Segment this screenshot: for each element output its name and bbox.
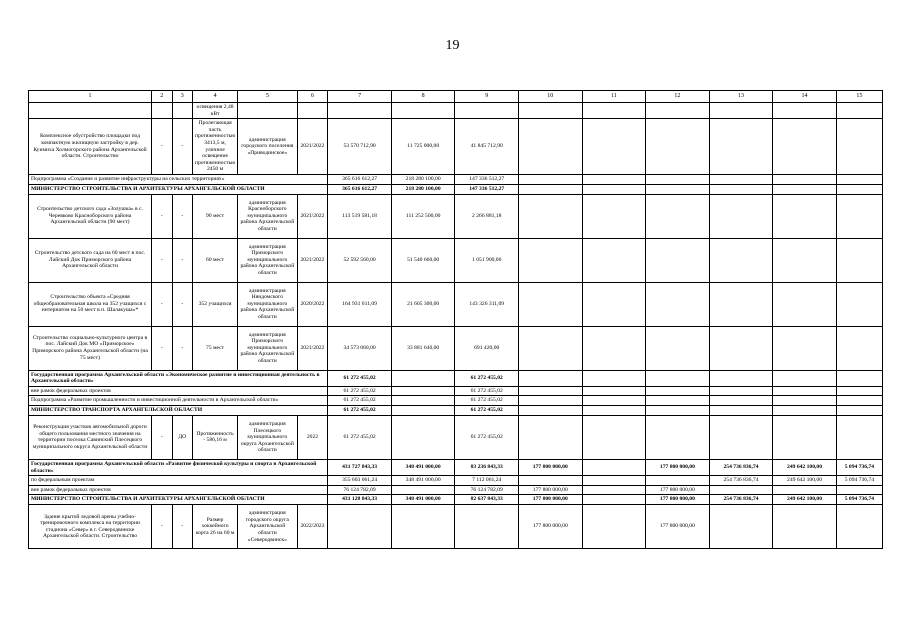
- cell-c3: -: [172, 282, 193, 326]
- cell-c14: [773, 238, 837, 282]
- cell-c14: [773, 184, 837, 194]
- cell-c8: 218 280 100,00: [391, 184, 455, 194]
- cell-c8: 348 491 000,00: [391, 476, 455, 486]
- cell-c6: 2021/2022: [297, 238, 328, 282]
- cell-c13: 254 736 836,74: [709, 495, 773, 505]
- cell-c15: [836, 396, 882, 406]
- cell-c8: 21 605 300,00: [391, 282, 455, 326]
- cell-c15: [836, 103, 882, 119]
- cell-c10: [519, 326, 583, 370]
- cell-c11: [582, 415, 646, 459]
- cell-c12: [646, 386, 710, 396]
- cell-c9: [455, 103, 519, 119]
- column-header: 1: [29, 91, 152, 103]
- cell-c12: [646, 174, 710, 184]
- table-row: [29, 396, 883, 406]
- cell-c4: 90 мест: [193, 194, 238, 238]
- cell-c11: [582, 194, 646, 238]
- cell-c14: [773, 103, 837, 119]
- cell-c7: 113 519 581,18: [328, 194, 392, 238]
- cell-c2: -: [152, 194, 173, 238]
- column-header: 7: [328, 91, 392, 103]
- cell-c12: [646, 370, 710, 386]
- cell-c11: [582, 103, 646, 119]
- cell-c7: 52 592 560,00: [328, 238, 392, 282]
- table-row: [29, 194, 883, 238]
- cell-c15: [836, 238, 882, 282]
- cell-c7: 431 128 843,33: [328, 495, 392, 505]
- cell-c7: 431 727 843,33: [328, 459, 392, 475]
- cell-c15: 5 094 736,74: [836, 476, 882, 486]
- cell-c15: [836, 405, 882, 415]
- cell-c13: [709, 174, 773, 184]
- cell-c15: [836, 505, 882, 549]
- cell-c12: [646, 326, 710, 370]
- cell-c8: 33 881 640,00: [391, 326, 455, 370]
- cell-c12: [646, 194, 710, 238]
- cell-c4: 60 мест: [193, 238, 238, 282]
- table-row: [29, 495, 883, 505]
- cell-c9: 83 236 843,33: [455, 459, 519, 475]
- cell-c9: 147 336 512,27: [455, 184, 519, 194]
- cell-c10: [519, 282, 583, 326]
- cell-c12: 177 800 000,00: [646, 495, 710, 505]
- cell-c1: Подпрограмма «Создание и развитие инфраструктуры на сельских территориях»: [29, 174, 328, 184]
- cell-c13: [709, 386, 773, 396]
- cell-c14: [773, 282, 837, 326]
- cell-c3: -: [172, 238, 193, 282]
- cell-c15: [836, 119, 882, 175]
- cell-c8: 348 491 000,00: [391, 459, 455, 475]
- cell-c12: [646, 405, 710, 415]
- cell-c15: [836, 370, 882, 386]
- table-row: [29, 485, 883, 495]
- cell-c14: [773, 505, 837, 549]
- cell-c8: 218 280 100,00: [391, 174, 455, 184]
- cell-c14: [773, 194, 837, 238]
- cell-c4: 75 мест: [193, 326, 238, 370]
- cell-c2: -: [152, 505, 173, 549]
- cell-c2: -: [152, 282, 173, 326]
- cell-c11: [582, 476, 646, 486]
- cell-c7: 61 272 455,02: [328, 386, 392, 396]
- cell-c2: -: [152, 415, 173, 459]
- cell-c9: 76 124 782,09: [455, 485, 519, 495]
- cell-c10: [519, 194, 583, 238]
- cell-c1: Государственная программа Архангельской области «Развитие физической культуры и спорта в Архангельской области»: [29, 459, 328, 475]
- cell-c6: 2022/2023: [297, 505, 328, 549]
- cell-c12: [646, 476, 710, 486]
- cell-c15: [836, 485, 882, 495]
- cell-c11: [582, 386, 646, 396]
- cell-c7: 61 272 455,02: [328, 405, 392, 415]
- cell-c8: [391, 103, 455, 119]
- cell-c15: [836, 282, 882, 326]
- cell-c11: [582, 326, 646, 370]
- cell-c5: администрация городского поселения «Приводинское»: [238, 119, 297, 175]
- cell-c12: 177 800 000,00: [646, 485, 710, 495]
- column-header: 6: [297, 91, 328, 103]
- column-header-row: [29, 91, 883, 103]
- cell-c1: МИНИСТЕРСТВО СТРОИТЕЛЬСТВА И АРХИТЕКТУРЫ АРХАНГЕЛЬСКОЙ ОБЛАСТИ: [29, 184, 328, 194]
- cell-c15: [836, 326, 882, 370]
- cell-c11: [582, 282, 646, 326]
- column-header: 11: [582, 91, 646, 103]
- table-row: [29, 184, 883, 194]
- cell-c13: 254 736 836,74: [709, 459, 773, 475]
- cell-c13: [709, 405, 773, 415]
- cell-c10: [519, 184, 583, 194]
- cell-c6: 2021/2022: [297, 119, 328, 175]
- cell-c7: [328, 505, 392, 549]
- cell-c4: освещения 2,48 кВт: [193, 103, 238, 119]
- cell-c13: [709, 505, 773, 549]
- table-row: [29, 415, 883, 459]
- cell-c1: Строительство объекта «Средняя общеобразовательная школа на 352 учащихся с интернатом на 50 мест в п. Шалакуша»*: [29, 282, 152, 326]
- table-row: [29, 505, 883, 549]
- column-header: 14: [773, 91, 837, 103]
- cell-c1: Комплексное обустройство площадки под компактную жилищную застройку в дер. Куимиха Холмогорского района Архангельской области. Строительство: [29, 119, 152, 175]
- cell-c12: [646, 415, 710, 459]
- cell-c15: [836, 415, 882, 459]
- cell-c10: [519, 415, 583, 459]
- cell-c15: 5 094 736,74: [836, 495, 882, 505]
- cell-c10: 177 800 000,00: [519, 495, 583, 505]
- table-row: [29, 282, 883, 326]
- cell-c11: [582, 405, 646, 415]
- cell-c2: -: [152, 326, 173, 370]
- cell-c1: Строительство детского сада «Золушка» в с. Черевково Красноборского района Архангельской области (90 мест): [29, 194, 152, 238]
- cell-c7: 365 616 612,27: [328, 174, 392, 184]
- cell-c3: -: [172, 194, 193, 238]
- cell-c8: [391, 370, 455, 386]
- cell-c11: [582, 174, 646, 184]
- cell-c11: [582, 495, 646, 505]
- cell-c9: 61 272 455,02: [455, 405, 519, 415]
- cell-c10: [519, 103, 583, 119]
- cell-c9: 61 272 455,02: [455, 415, 519, 459]
- cell-c11: [582, 184, 646, 194]
- cell-c10: [519, 476, 583, 486]
- cell-c7: 164 931 611,09: [328, 282, 392, 326]
- column-header: 15: [836, 91, 882, 103]
- cell-c13: [709, 282, 773, 326]
- column-header: 8: [391, 91, 455, 103]
- cell-c15: [836, 386, 882, 396]
- cell-c13: [709, 194, 773, 238]
- cell-c11: [582, 370, 646, 386]
- cell-c3: -: [172, 505, 193, 549]
- cell-c10: [519, 405, 583, 415]
- cell-c6: 2021/2022: [297, 326, 328, 370]
- cell-c14: [773, 370, 837, 386]
- cell-c10: 177 800 000,00: [519, 485, 583, 495]
- cell-c13: [709, 119, 773, 175]
- cell-c7: 61 272 455,02: [328, 396, 392, 406]
- table-row: [29, 459, 883, 475]
- cell-c5: администрация Приморского муниципального района Архангельской области: [238, 238, 297, 282]
- cell-c14: [773, 415, 837, 459]
- cell-c13: [709, 184, 773, 194]
- cell-c7: 34 573 060,00: [328, 326, 392, 370]
- cell-c7: 53 570 712,90: [328, 119, 392, 175]
- cell-c5: администрация Красноборского муниципального района Архангельской области: [238, 194, 297, 238]
- cell-c1: Государственная программа Архангельской области «Экономическое развитие и инвестиционная деятельность в Архангельской области»: [29, 370, 328, 386]
- table-body: [29, 91, 883, 549]
- page-number: 19: [445, 38, 460, 53]
- cell-c8: [391, 485, 455, 495]
- cell-c9: [455, 505, 519, 549]
- cell-c13: [709, 396, 773, 406]
- cell-c2: -: [152, 119, 173, 175]
- cell-c12: [646, 119, 710, 175]
- column-header: 13: [709, 91, 773, 103]
- cell-c8: 348 491 000,00: [391, 495, 455, 505]
- cell-c14: 249 642 100,00: [773, 459, 837, 475]
- cell-c1: [29, 103, 152, 119]
- cell-c9: 147 336 512,27: [455, 174, 519, 184]
- column-header: 12: [646, 91, 710, 103]
- cell-c3: [172, 103, 193, 119]
- cell-c3: ДО: [172, 415, 193, 459]
- cell-c9: 7 112 061,24: [455, 476, 519, 486]
- cell-c12: 177 800 000,00: [646, 459, 710, 475]
- cell-c10: 177 800 000,00: [519, 459, 583, 475]
- cell-c8: [391, 386, 455, 396]
- cell-c4: 352 учащихся: [193, 282, 238, 326]
- table-row: [29, 326, 883, 370]
- cell-c5: администрация Плесецкого муниципального округа Архангельской области: [238, 415, 297, 459]
- cell-c1: по федеральным проектам: [29, 476, 328, 486]
- cell-c4: Размер хоккейного корта 26 на 60 м: [193, 505, 238, 549]
- cell-c12: [646, 238, 710, 282]
- cell-c10: [519, 119, 583, 175]
- cell-c15: [836, 194, 882, 238]
- cell-c1: Здание крытой ледовой арены учебно-тренировочного комплекса на территории стадиона «Север» в г. Северодвинске Архангельской области. Строительство: [29, 505, 152, 549]
- column-header: 5: [238, 91, 297, 103]
- cell-c14: 249 642 100,00: [773, 495, 837, 505]
- cell-c13: [709, 370, 773, 386]
- cell-c12: [646, 396, 710, 406]
- cell-c4: Протяженность - 586,16 м: [193, 415, 238, 459]
- cell-c7: 355 603 061,24: [328, 476, 392, 486]
- cell-c7: 61 272 455,02: [328, 370, 392, 386]
- cell-c5: администрация Няндомского муниципального района Архангельской области: [238, 282, 297, 326]
- cell-c1: Реконструкция участков автомобильной дороги общего пользования местного значения на территории поселка Савинский Плесецкого муниципального округа Архангельской области: [29, 415, 152, 459]
- cell-c1: МИНИСТЕРСТВО СТРОИТЕЛЬСТВА И АРХИТЕКТУРЫ АРХАНГЕЛЬСКОЙ ОБЛАСТИ: [29, 495, 328, 505]
- cell-c13: 254 736 836,74: [709, 476, 773, 486]
- cell-c11: [582, 119, 646, 175]
- cell-c7: 76 124 782,09: [328, 485, 392, 495]
- column-header: 3: [172, 91, 193, 103]
- cell-c7: 365 616 612,27: [328, 184, 392, 194]
- cell-c14: [773, 396, 837, 406]
- cell-c12: 177 800 000,00: [646, 505, 710, 549]
- cell-c11: [582, 238, 646, 282]
- cell-c9: 691 420,00: [455, 326, 519, 370]
- cell-c5: администрация Приморского муниципального района Архангельской области: [238, 326, 297, 370]
- cell-c13: [709, 103, 773, 119]
- cell-c9: 61 272 455,02: [455, 396, 519, 406]
- cell-c10: [519, 238, 583, 282]
- cell-c9: 2 266 881,18: [455, 194, 519, 238]
- cell-c15: 5 094 736,74: [836, 459, 882, 475]
- table-row: [29, 238, 883, 282]
- column-header: 2: [152, 91, 173, 103]
- cell-c11: [582, 505, 646, 549]
- cell-c10: [519, 386, 583, 396]
- cell-c1: Подпрограмма «Развитие промышленности и инвестиционной деятельности в Архангельской области»: [29, 396, 328, 406]
- cell-c8: 11 725 000,00: [391, 119, 455, 175]
- cell-c13: [709, 415, 773, 459]
- cell-c14: [773, 326, 837, 370]
- table-row: [29, 174, 883, 184]
- cell-c1: вне рамок федеральных проектов: [29, 386, 328, 396]
- cell-c9: 61 272 455,02: [455, 386, 519, 396]
- table-row: [29, 386, 883, 396]
- cell-c9: 143 326 311,09: [455, 282, 519, 326]
- cell-c14: [773, 405, 837, 415]
- cell-c5: [238, 103, 297, 119]
- cell-c8: 51 540 660,00: [391, 238, 455, 282]
- cell-c8: 111 252 500,00: [391, 194, 455, 238]
- table-row: [29, 476, 883, 486]
- cell-c12: [646, 282, 710, 326]
- cell-c5: администрация городского округа Архангельской области «Северодвинск»: [238, 505, 297, 549]
- cell-c13: [709, 238, 773, 282]
- cell-c13: [709, 485, 773, 495]
- column-header: 9: [455, 91, 519, 103]
- cell-c14: [773, 386, 837, 396]
- cell-c13: [709, 326, 773, 370]
- cell-c15: [836, 184, 882, 194]
- cell-c7: [328, 103, 392, 119]
- budget-table: [28, 90, 883, 549]
- cell-c11: [582, 485, 646, 495]
- cell-c6: 2020/2022: [297, 282, 328, 326]
- table-row: [29, 103, 883, 119]
- column-header: 4: [193, 91, 238, 103]
- cell-c3: -: [172, 119, 193, 175]
- cell-c11: [582, 459, 646, 475]
- cell-c1: вне рамок федеральных проектов: [29, 485, 328, 495]
- table-row: [29, 370, 883, 386]
- cell-c10: [519, 174, 583, 184]
- cell-c9: 61 272 455,02: [455, 370, 519, 386]
- cell-c1: МИНИСТЕРСТВО ТРАНСПОРТА АРХАНГЕЛЬСКОЙ ОБЛАСТИ: [29, 405, 328, 415]
- cell-c8: [391, 396, 455, 406]
- cell-c8: [391, 505, 455, 549]
- cell-c10: 177 800 000,00: [519, 505, 583, 549]
- cell-c9: 82 637 843,33: [455, 495, 519, 505]
- column-header: 10: [519, 91, 583, 103]
- cell-c11: [582, 396, 646, 406]
- cell-c9: 1 051 900,00: [455, 238, 519, 282]
- cell-c9: 41 845 712,90: [455, 119, 519, 175]
- table-row: [29, 119, 883, 175]
- cell-c14: 249 642 100,00: [773, 476, 837, 486]
- cell-c15: [836, 174, 882, 184]
- cell-c4: Пролегающая часть протяженностью 3413,5 м, уличное освещение протяженностью 2450 м: [193, 119, 238, 175]
- cell-c2: -: [152, 238, 173, 282]
- cell-c10: [519, 396, 583, 406]
- cell-c14: [773, 119, 837, 175]
- cell-c8: [391, 415, 455, 459]
- cell-c3: -: [172, 326, 193, 370]
- cell-c6: 2021/2022: [297, 194, 328, 238]
- cell-c6: 2022: [297, 415, 328, 459]
- cell-c7: 61 272 455,02: [328, 415, 392, 459]
- cell-c2: [152, 103, 173, 119]
- cell-c1: Строительство детского сада на 60 мест в пос. Лайский Док Приморского района Архангельской области: [29, 238, 152, 282]
- cell-c12: [646, 103, 710, 119]
- cell-c12: [646, 184, 710, 194]
- cell-c1: Строительство социально-культурного центра в пос. Лайский Док МО «Приморское» Приморского района Архангельской области (на 75 мест): [29, 326, 152, 370]
- table-row: [29, 405, 883, 415]
- cell-c6: [297, 103, 328, 119]
- cell-c10: [519, 370, 583, 386]
- cell-c14: [773, 174, 837, 184]
- cell-c8: [391, 405, 455, 415]
- cell-c14: [773, 485, 837, 495]
